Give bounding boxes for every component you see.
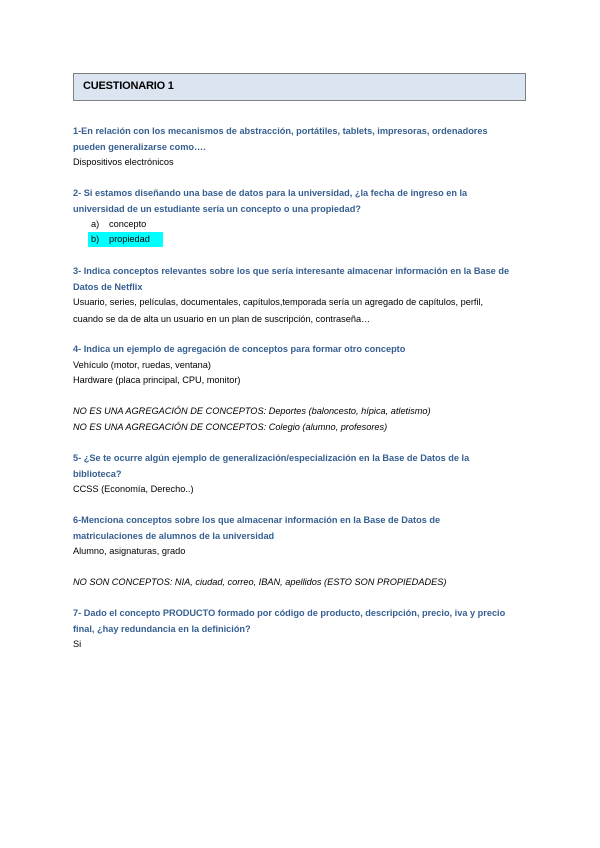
title-box: [73, 73, 526, 101]
note-4-line-1: NO ES UNA AGREGACIÓN DE CONCEPTOS: Deportes (baloncesto, hípica, atletismo): [73, 406, 431, 416]
answer-4-line-1: Vehículo (motor, ruedas, ventana): [73, 360, 211, 370]
answer-7: Si: [73, 639, 82, 649]
question-2-line-1: 2- Si estamos diseñando una base de datos para la universidad, ¿la fecha de ingreso en la: [73, 188, 468, 198]
option-b-text: propiedad: [109, 234, 150, 244]
page-title: CUESTIONARIO 1: [83, 80, 174, 92]
question-3-line-1: 3- Indica conceptos relevantes sobre los que sería interesante almacenar información en la Base de: [73, 266, 510, 276]
question-2-line-2: universidad de un estudiante sería un concepto o una propiedad?: [73, 204, 361, 214]
answer-4-line-2: Hardware (placa principal, CPU, monitor): [73, 375, 241, 385]
option-b-letter: b): [91, 234, 100, 244]
answer-6: Alumno, asignaturas, grado: [73, 546, 186, 556]
question-3-line-2: Datos de Netflix: [73, 282, 143, 292]
question-1-line-2: pueden generalizarse como….: [73, 142, 206, 152]
option-a-letter: a): [91, 219, 100, 229]
option-a-text: concepto: [109, 219, 147, 229]
question-7-line-1: 7- Dado el concepto PRODUCTO formado por código de producto, descripción, precio, iva y precio: [73, 608, 506, 618]
question-7-line-2: final, ¿hay redundancia en la definición?: [73, 624, 251, 634]
answer-1: Dispositivos electrónicos: [73, 157, 174, 167]
question-4: 4- Indica un ejemplo de agregación de conceptos para formar otro concepto: [73, 344, 406, 354]
question-6-line-2: matriculaciones de alumnos de la universidad: [73, 531, 275, 541]
option-b-selected: [88, 232, 163, 247]
option-a: [91, 217, 146, 232]
note-6: NO SON CONCEPTOS: NIA, ciudad, correo, IBAN, apellidos (ESTO SON PROPIEDADES): [73, 577, 447, 587]
note-4-line-2: NO ES UNA AGREGACIÓN DE CONCEPTOS: Colegio (alumno, profesores): [73, 422, 388, 432]
question-5-line-1: 5- ¿Se te ocurre algún ejemplo de generalización/especialización en la Base de Datos de la: [73, 453, 470, 463]
answer-3-line-2: cuando se da de alta un usuario en un plan de suscripción, contraseña…: [73, 314, 371, 324]
answer-3-line-1: Usuario, series, películas, documentales, capítulos,temporada sería un agregado de capítulos, perfil,: [73, 297, 484, 307]
answer-5: CCSS (Economía, Derecho..): [73, 484, 194, 494]
question-1-line-1: 1-En relación con los mecanismos de abstracción, portátiles, tablets, impresoras, ordenadores: [73, 126, 488, 136]
question-6-line-1: 6-Menciona conceptos sobre los que almacenar información en la Base de Datos de: [73, 515, 441, 525]
question-5-line-2: biblioteca?: [73, 469, 122, 479]
